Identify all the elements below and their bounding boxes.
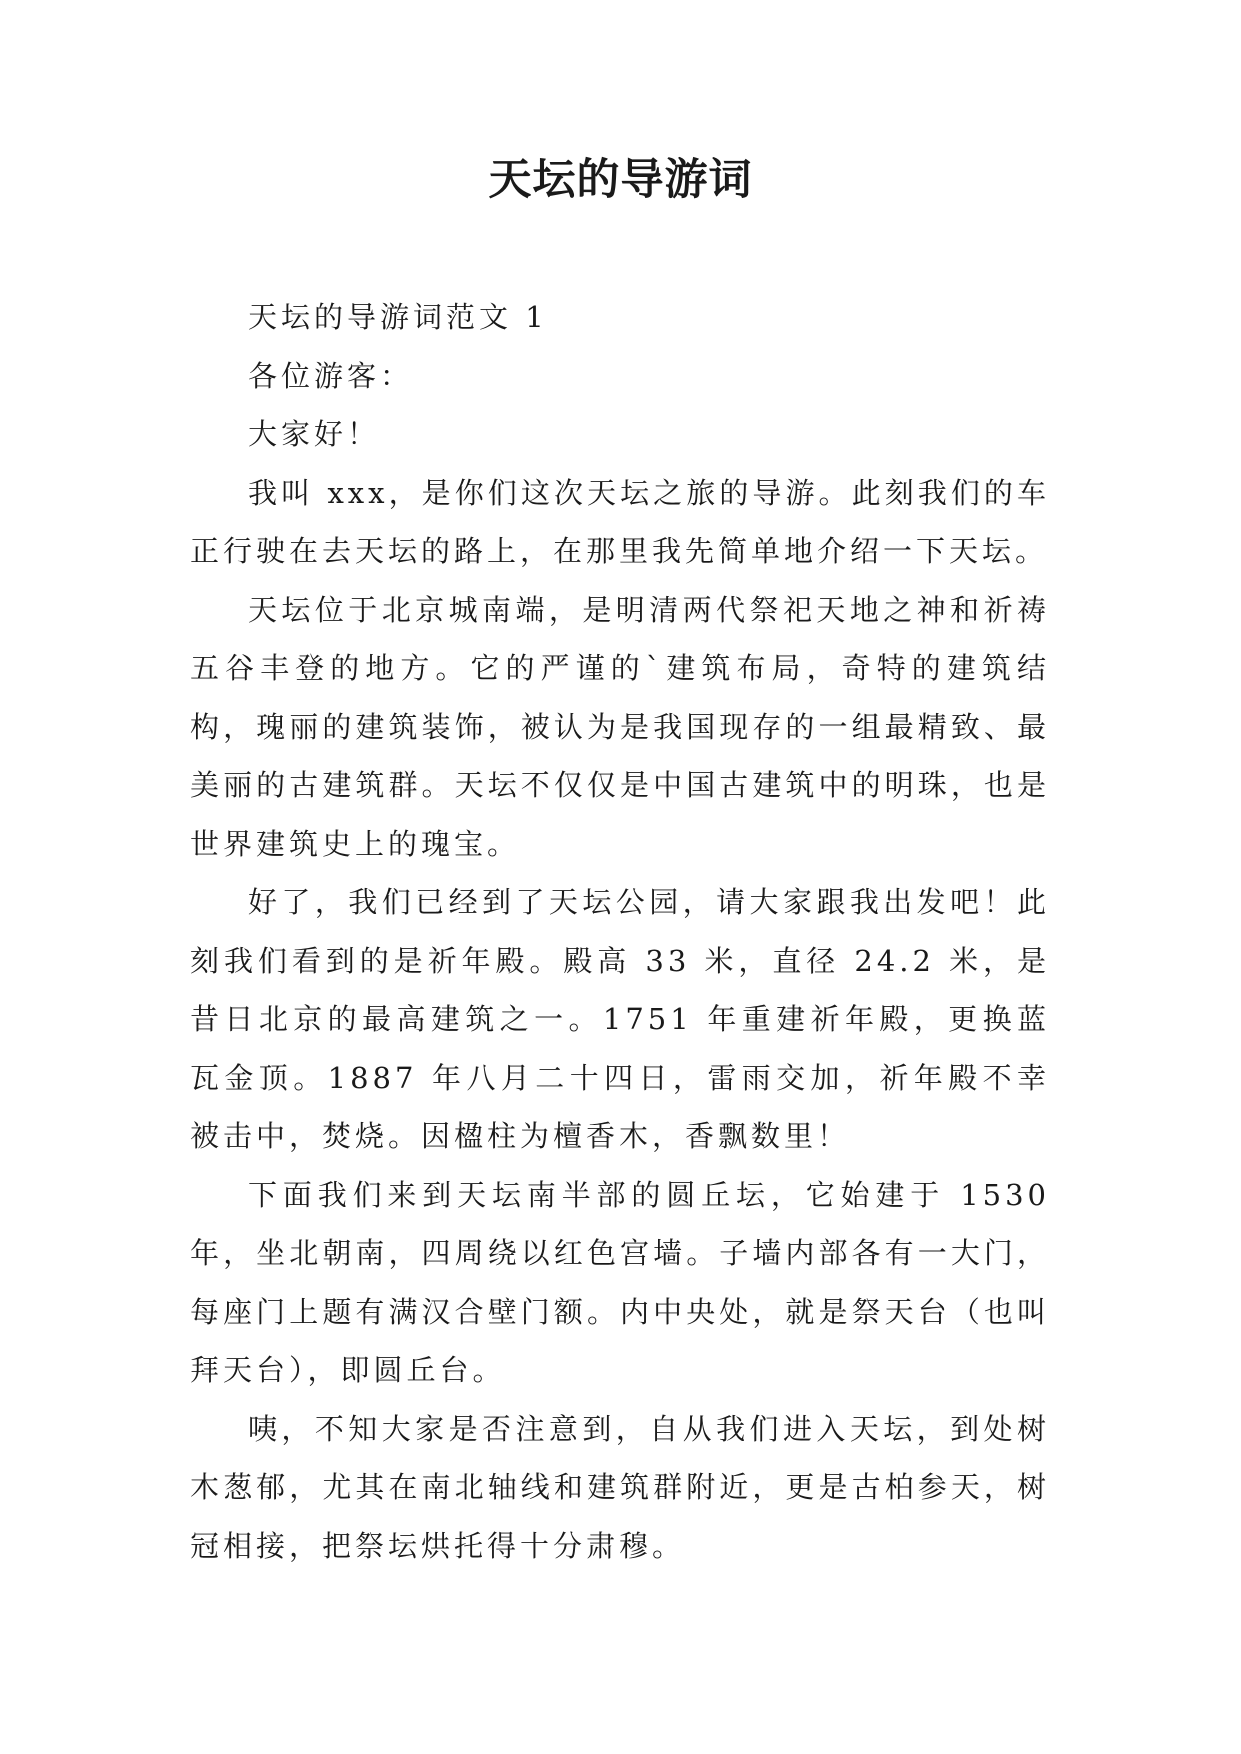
- paragraph-location: 天坛位于北京城南端，是明清两代祭祀天地之神和祈祷五谷丰登的地方。它的严谨的`建筑布局，奇特的建筑结构，瑰丽的建筑装饰，被认为是我国现存的一组最精致、最美丽的古建筑群。天坛不仅仅是中国古建筑中的明珠，也是世界建筑史上的瑰宝。: [190, 592, 1050, 861]
- paragraph-trees: 咦，不知大家是否注意到，自从我们进入天坛，到处树木葱郁，尤其在南北轴线和建筑群附近，更是古柏参天，树冠相接，把祭坛烘托得十分肃穆。: [190, 1411, 1050, 1563]
- paragraph-hello: 大家好！: [248, 417, 381, 451]
- paragraph-introduction: 我叫 xxx，是你们这次天坛之旅的导游。此刻我们的车正行驶在去天坛的路上，在那里我先简单地介绍一下天坛。: [190, 475, 1050, 568]
- paragraph-greeting: 各位游客：: [248, 358, 414, 393]
- paragraph-heading: 天坛的导游词范文 1: [248, 300, 548, 334]
- paragraph-yuanqiutan: 下面我们来到天坛南半部的圆丘坛，它始建于 1530 年，坐北朝南，四周绕以红色宫墙。子墙内部各有一大门，每座门上题有满汉合壁门额。内中央处，就是祭天台（也叫拜天台），即圆丘台。: [190, 1177, 1050, 1387]
- document-body: [190, 288, 1050, 1575]
- paragraph-qiniandian: 好了，我们已经到了天坛公园，请大家跟我出发吧！此刻我们看到的是祈年殿。殿高 33 米，直径 24.2 米，是昔日北京的最高建筑之一。1751 年重建祈年殿，更换蓝瓦金顶。1887 年八月二十四日，雷雨交加，祈年殿不幸被击中，焚烧。因楹柱为檀香木，香飘数里！: [190, 885, 1050, 1153]
- document-title: 天坛的导游词: [488, 155, 753, 205]
